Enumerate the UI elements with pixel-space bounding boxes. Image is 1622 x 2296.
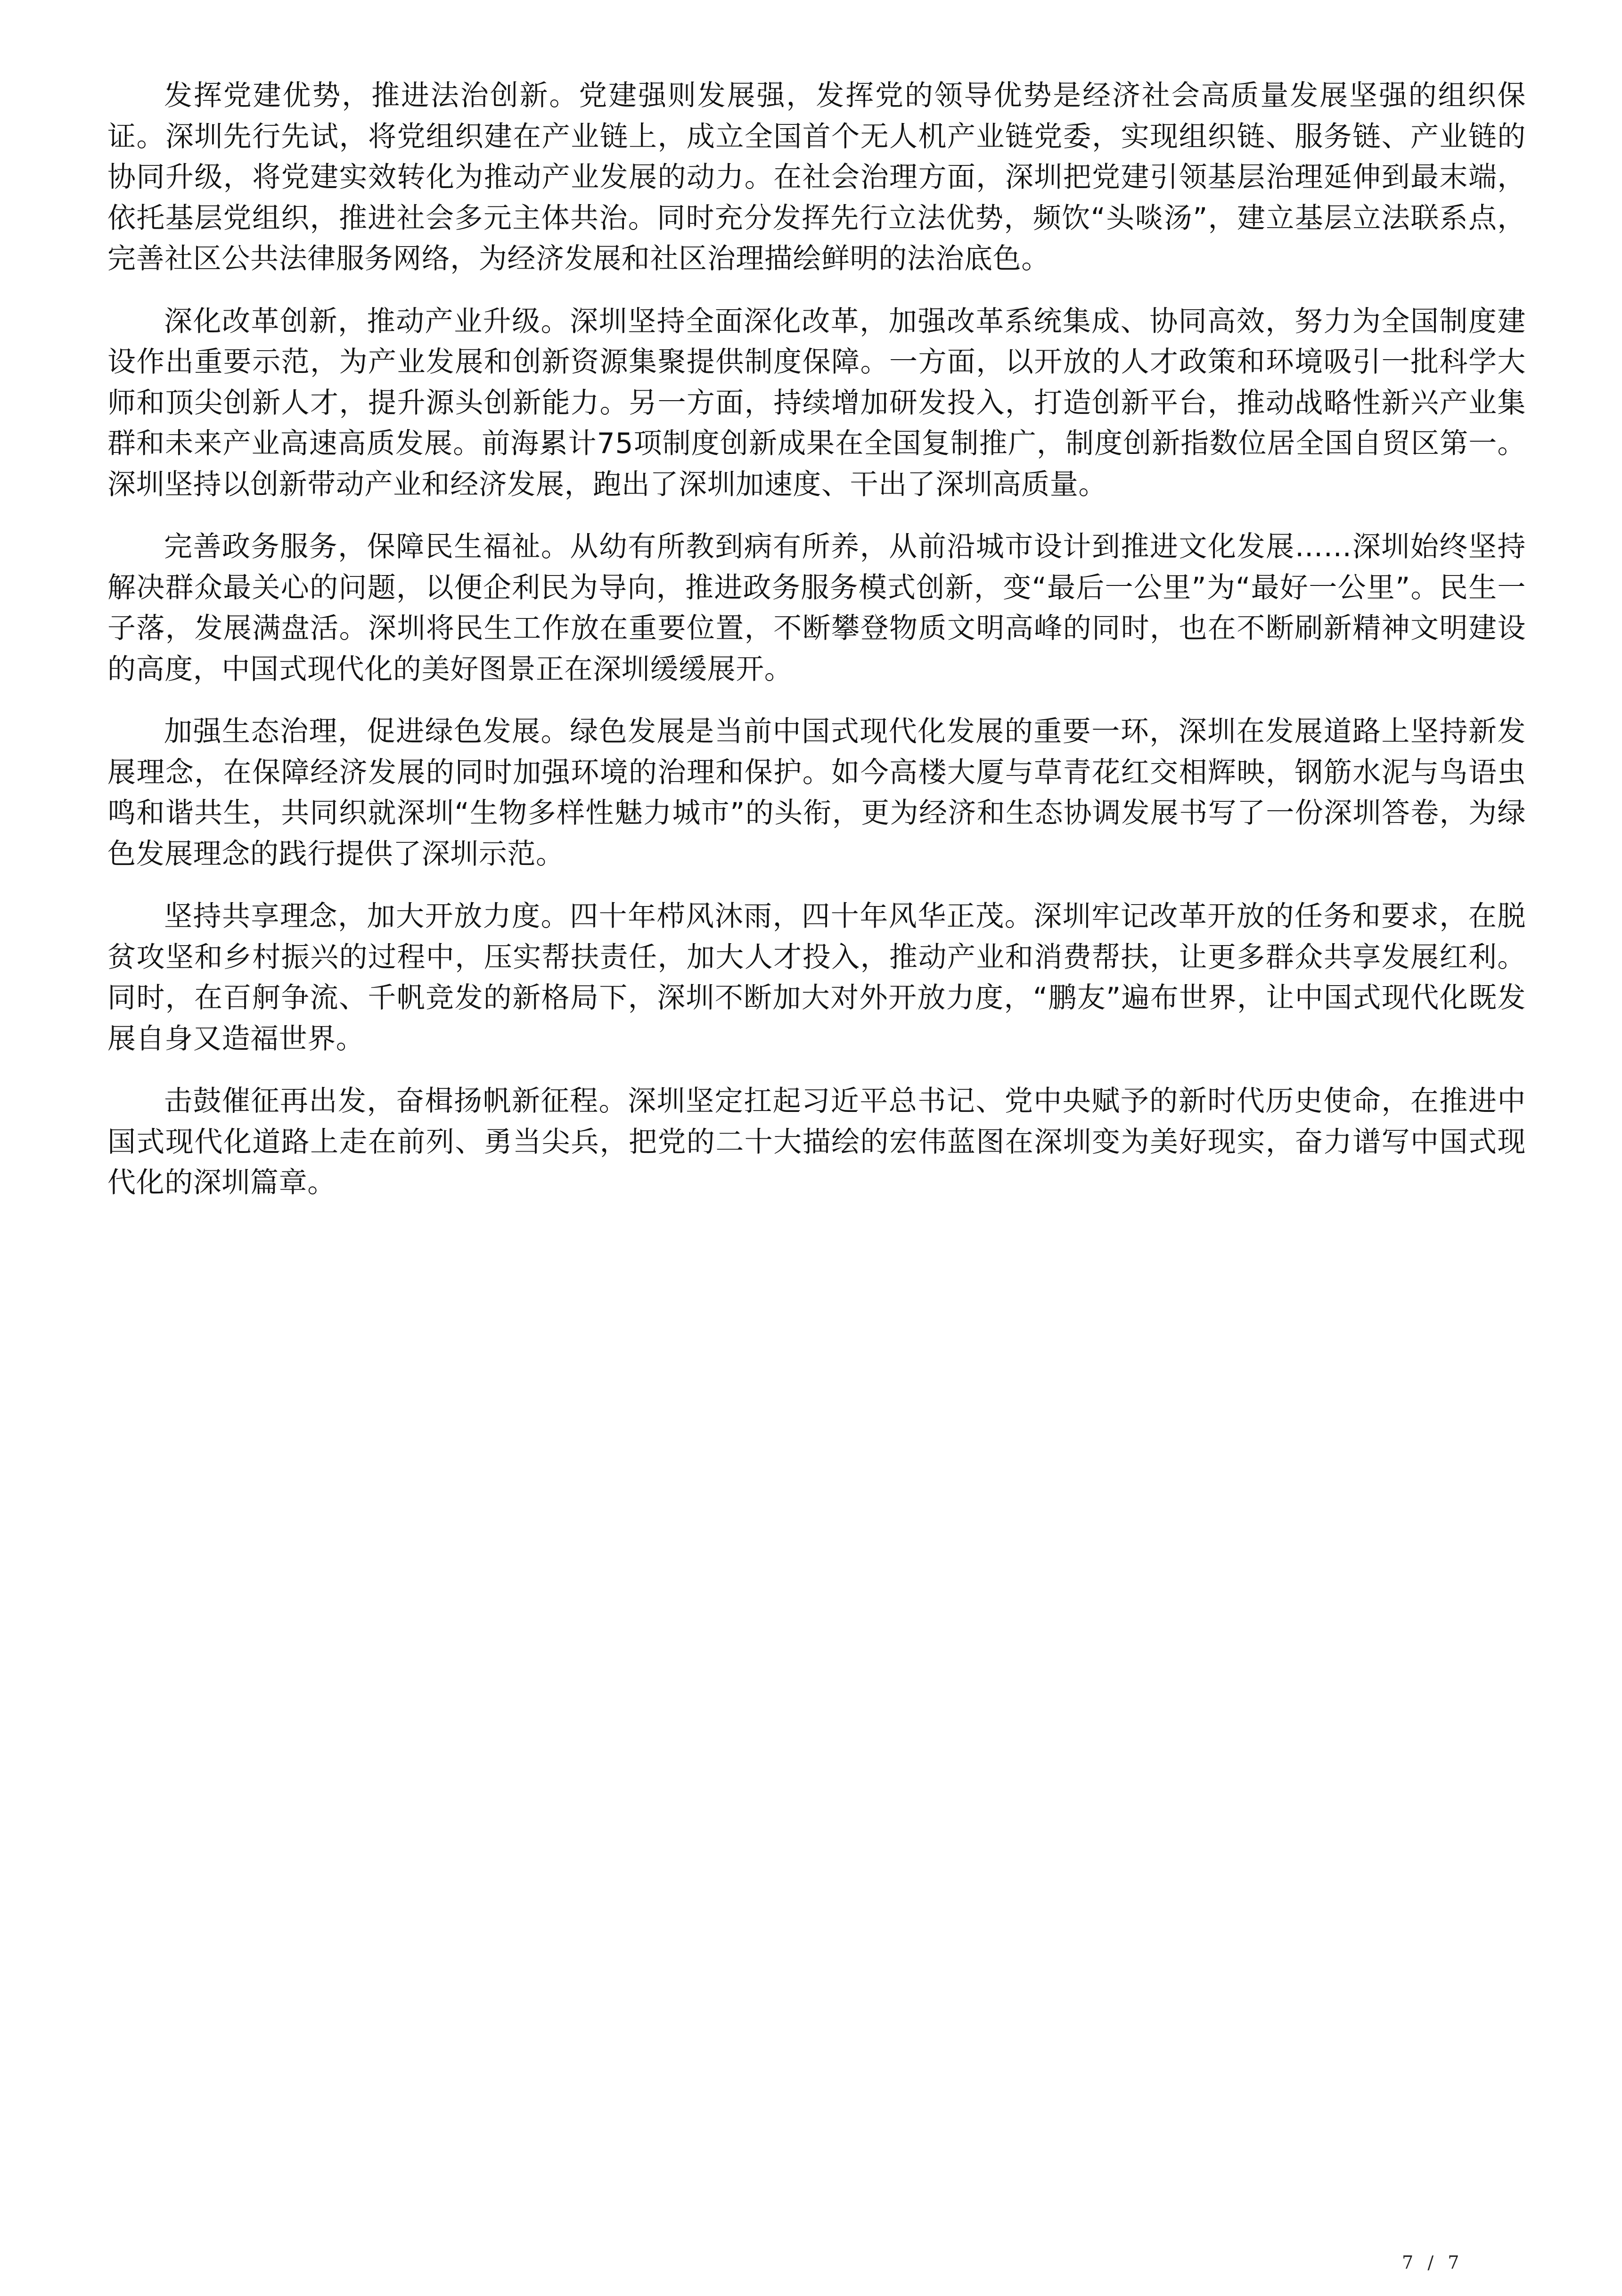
paragraph-shared-development: 坚持共享理念，加大开放力度。四十年栉风沐雨，四十年风华正茂。深圳牢记改革开放的任务和要求，在脱贫攻坚和乡村振兴的过程中，压实帮扶责任，加大人才投入，推动产业和消费帮扶，让更多群众共享发展红利。同时，在百舸争流、千帆竞发的新格局下，深圳不断加大对外开放力度，“鹏友”遍布世界，让中国式现代化既发展自身又造福世界。 — [107, 900, 1526, 1055]
paragraph-reform-innovation: 深化改革创新，推动产业升级。深圳坚持全面深化改革，加强改革系统集成、协同高效，努力为全国制度建设作出重要示范，为产业发展和创新资源集聚提供制度保障。一方面，以开放的人才政策和环境吸引一批科学大师和顶尖创新人才，提升源头创新能力。另一方面，持续增加研发投入，打造创新平台，推动战略性新兴产业集群和未来产业高速高质发展。前海累计75项制度创新成果在全国复制推广，制度创新指数位居全国自贸区第一。深圳坚持以创新带动产业和经济发展，跑出了深圳加速度、干出了深圳高质量。 — [107, 304, 1526, 501]
paragraph-ecological-governance: 加强生态治理，促进绿色发展。绿色发展是当前中国式现代化发展的重要一环，深圳在发展道路上坚持新发展理念，在保障经济发展的同时加强环境的治理和保护。如今高楼大厦与草青花红交相辉映，钢筋水泥与鸟语虫鸣和谐共生，共同织就深圳“生物多样性魅力城市”的头衔，更为经济和生态协调发展书写了一份深圳答卷，为绿色发展理念的践行提供了深圳示范。 — [107, 715, 1526, 871]
page-number: 7 / 7 — [1402, 2252, 1460, 2273]
document-body — [107, 75, 1526, 1225]
paragraph-public-services: 完善政务服务，保障民生福祉。从幼有所教到病有所养，从前沿城市设计到推进文化发展……深圳始终坚持解决群众最关心的问题，以便企利民为导向，推进政务服务模式创新，变“最后一公里”为“最好一公里”。民生一子落，发展满盘活。深圳将民生工作放在重要位置，不断攀登物质文明高峰的同时，也在不断刷新精神文明建设的高度，中国式现代化的美好图景正在深圳缓缓展开。 — [107, 530, 1526, 686]
paragraph-party-building: 发挥党建优势，推进法治创新。党建强则发展强，发挥党的领导优势是经济社会高质量发展坚强的组织保证。深圳先行先试，将党组织建在产业链上，成立全国首个无人机产业链党委，实现组织链、服务链、产业链的协同升级，将党建实效转化为推动产业发展的动力。在社会治理方面，深圳把党建引领基层治理延伸到最末端，依托基层党组织，推进社会多元主体共治。同时充分发挥先行立法优势，频饮“头啖汤”，建立基层立法联系点，完善社区公共法律服务网络，为经济发展和社区治理描绘鲜明的法治底色。 — [107, 79, 1526, 275]
paragraph-conclusion: 击鼓催征再出发，奋楫扬帆新征程。深圳坚定扛起习近平总书记、党中央赋予的新时代历史使命，在推进中国式现代化道路上走在前列、勇当尖兵，把党的二十大描绘的宏伟蓝图在深圳变为美好现实，奋力谱写中国式现代化的深圳篇章。 — [107, 1085, 1526, 1199]
